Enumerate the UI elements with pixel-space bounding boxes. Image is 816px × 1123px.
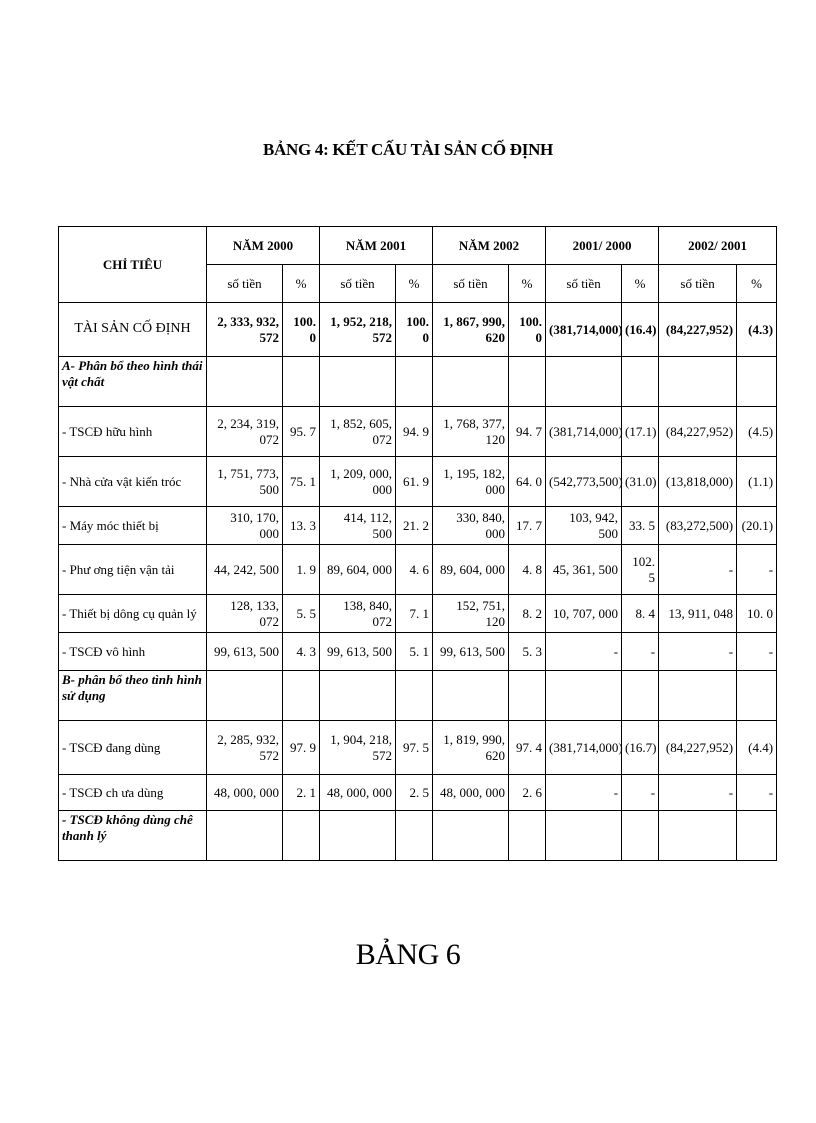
amount-cell: 1, 209, 000, 000 [320,457,396,507]
empty-cell [546,671,622,721]
percent-cell: (17.1) [622,407,659,457]
amount-cell: 1, 751, 773, 500 [207,457,283,507]
amount-cell: (381,714,000) [546,407,622,457]
percent-cell: - [622,633,659,671]
empty-cell [659,811,737,861]
header-so-tien: số tiền [320,265,396,303]
percent-cell: - [622,775,659,811]
header-pct: % [737,265,777,303]
footer-caption: BẢNG 6 [355,938,461,971]
empty-cell [622,671,659,721]
amount-cell: 310, 170, 000 [207,507,283,545]
row-label: - TSCĐ vô hình [59,633,207,671]
amount-cell: (381,714,000) [546,721,622,775]
percent-cell: 97. 4 [509,721,546,775]
amount-cell: 44, 242, 500 [207,545,283,595]
empty-cell [622,357,659,407]
percent-cell: 13. 3 [283,507,320,545]
amount-cell: 48, 000, 000 [320,775,396,811]
header-pct: % [283,265,320,303]
empty-cell [207,671,283,721]
header-so-tien: số tiền [433,265,509,303]
empty-cell [737,811,777,861]
empty-cell [509,357,546,407]
empty-cell [737,671,777,721]
row-label: - Phư ơng tiện vận tải [59,545,207,595]
table-row [59,595,777,633]
amount-cell: 330, 840, 000 [433,507,509,545]
header-row-groups [59,227,777,265]
percent-cell: (4.5) [737,407,777,457]
percent-cell: 2. 1 [283,775,320,811]
header-so-tien: số tiền [207,265,283,303]
percent-cell: 1. 9 [283,545,320,595]
empty-cell [396,357,433,407]
amount-cell: 45, 361, 500 [546,545,622,595]
table-row [59,357,777,407]
amount-cell: 48, 000, 000 [207,775,283,811]
table-row [59,775,777,811]
header-year-2001: NĂM 2001 [320,227,433,265]
empty-cell [433,671,509,721]
amount-cell: 89, 604, 000 [433,545,509,595]
header-pct: % [622,265,659,303]
row-label: - TSCĐ không dùng chê thanh lý [59,811,207,861]
amount-cell: 1, 952, 218, 572 [320,303,396,357]
amount-cell: 152, 751, 120 [433,595,509,633]
empty-cell [433,357,509,407]
row-label: - Thiết bị dông cụ quản lý [59,595,207,633]
amount-cell: 2, 333, 932, 572 [207,303,283,357]
row-label: A- Phân bổ theo hình thái vật chất [59,357,207,407]
amount-cell: 1, 819, 990, 620 [433,721,509,775]
percent-cell: (4.4) [737,721,777,775]
percent-cell: 5. 3 [509,633,546,671]
percent-cell: - [737,545,777,595]
table-title: BẢNG 4: KẾT CẤU TÀI SẢN CỐ ĐỊNH [263,140,553,159]
amount-cell: - [546,775,622,811]
table-row [59,507,777,545]
empty-cell [396,671,433,721]
amount-cell: - [546,633,622,671]
empty-cell [207,811,283,861]
percent-cell: 2. 5 [396,775,433,811]
row-label: - Nhà cửa vật kiến tróc [59,457,207,507]
percent-cell: 5. 5 [283,595,320,633]
amount-cell: (84,227,952) [659,721,737,775]
header-pct: % [509,265,546,303]
percent-cell: 21. 2 [396,507,433,545]
empty-cell [283,811,320,861]
amount-cell: 128, 133, 072 [207,595,283,633]
percent-cell: 100. 0 [509,303,546,357]
empty-cell [659,357,737,407]
percent-cell: (16.4) [622,303,659,357]
percent-cell: 61. 9 [396,457,433,507]
amount-cell: 1, 904, 218, 572 [320,721,396,775]
amount-cell: 48, 000, 000 [433,775,509,811]
header-so-tien: số tiền [546,265,622,303]
amount-cell: 13, 911, 048 [659,595,737,633]
row-label: B- phân bổ theo tình hình sử dụng [59,671,207,721]
amount-cell: - [659,775,737,811]
percent-cell: (4.3) [737,303,777,357]
percent-cell: 64. 0 [509,457,546,507]
fixed-asset-table [58,226,777,861]
percent-cell: 8. 2 [509,595,546,633]
empty-cell [433,811,509,861]
row-label: - TSCĐ ch ưa dùng [59,775,207,811]
percent-cell: 102. 5 [622,545,659,595]
percent-cell: 17. 7 [509,507,546,545]
percent-cell: (20.1) [737,507,777,545]
row-label: - TSCĐ đang dùng [59,721,207,775]
header-change-2002-2001: 2002/ 2001 [659,227,777,265]
percent-cell: - [737,775,777,811]
amount-cell: 99, 613, 500 [320,633,396,671]
percent-cell: (16.7) [622,721,659,775]
percent-cell: 4. 6 [396,545,433,595]
table-row [59,721,777,775]
empty-cell [207,357,283,407]
header-change-2001-2000: 2001/ 2000 [546,227,659,265]
amount-cell: 138, 840, 072 [320,595,396,633]
percent-cell: 5. 1 [396,633,433,671]
empty-cell [509,671,546,721]
empty-cell [622,811,659,861]
header-year-2002: NĂM 2002 [433,227,546,265]
percent-cell: 95. 7 [283,407,320,457]
amount-cell: - [659,545,737,595]
amount-cell: - [659,633,737,671]
empty-cell [546,357,622,407]
empty-cell [320,671,396,721]
table-row [59,545,777,595]
percent-cell: 8. 4 [622,595,659,633]
table-row [59,671,777,721]
percent-cell: 33. 5 [622,507,659,545]
table-row [59,303,777,357]
empty-cell [320,357,396,407]
amount-cell: (83,272,500) [659,507,737,545]
empty-cell [546,811,622,861]
header-chi-tieu: CHỈ TIÊU [59,227,207,303]
percent-cell: 4. 3 [283,633,320,671]
table-row [59,811,777,861]
table-row [59,407,777,457]
empty-cell [283,671,320,721]
amount-cell: 99, 613, 500 [207,633,283,671]
percent-cell: (1.1) [737,457,777,507]
amount-cell: 2, 234, 319, 072 [207,407,283,457]
percent-cell: 97. 5 [396,721,433,775]
header-so-tien: số tiền [659,265,737,303]
amount-cell: 10, 707, 000 [546,595,622,633]
header-year-2000: NĂM 2000 [207,227,320,265]
amount-cell: (84,227,952) [659,303,737,357]
percent-cell: 4. 8 [509,545,546,595]
percent-cell: 2. 6 [509,775,546,811]
row-label: - Máy móc thiết bị [59,507,207,545]
empty-cell [320,811,396,861]
percent-cell: 75. 1 [283,457,320,507]
amount-cell: (13,818,000) [659,457,737,507]
amount-cell: 414, 112, 500 [320,507,396,545]
percent-cell: 7. 1 [396,595,433,633]
amount-cell: (542,773,500) [546,457,622,507]
amount-cell: 1, 768, 377, 120 [433,407,509,457]
amount-cell: 2, 285, 932, 572 [207,721,283,775]
row-label: - TSCĐ hữu hình [59,407,207,457]
percent-cell: - [737,633,777,671]
empty-cell [509,811,546,861]
empty-cell [737,357,777,407]
amount-cell: (84,227,952) [659,407,737,457]
amount-cell: 89, 604, 000 [320,545,396,595]
percent-cell: 94. 9 [396,407,433,457]
amount-cell: (381,714,000) [546,303,622,357]
amount-cell: 1, 867, 990, 620 [433,303,509,357]
table-row [59,633,777,671]
empty-cell [283,357,320,407]
row-label: TÀI SẢN CỐ ĐỊNH [59,303,207,357]
header-pct: % [396,265,433,303]
table-row [59,457,777,507]
percent-cell: 97. 9 [283,721,320,775]
amount-cell: 99, 613, 500 [433,633,509,671]
amount-cell: 1, 195, 182, 000 [433,457,509,507]
percent-cell: 94. 7 [509,407,546,457]
percent-cell: (31.0) [622,457,659,507]
empty-cell [396,811,433,861]
empty-cell [659,671,737,721]
amount-cell: 103, 942, 500 [546,507,622,545]
percent-cell: 100. 0 [283,303,320,357]
amount-cell: 1, 852, 605, 072 [320,407,396,457]
percent-cell: 10. 0 [737,595,777,633]
percent-cell: 100. 0 [396,303,433,357]
